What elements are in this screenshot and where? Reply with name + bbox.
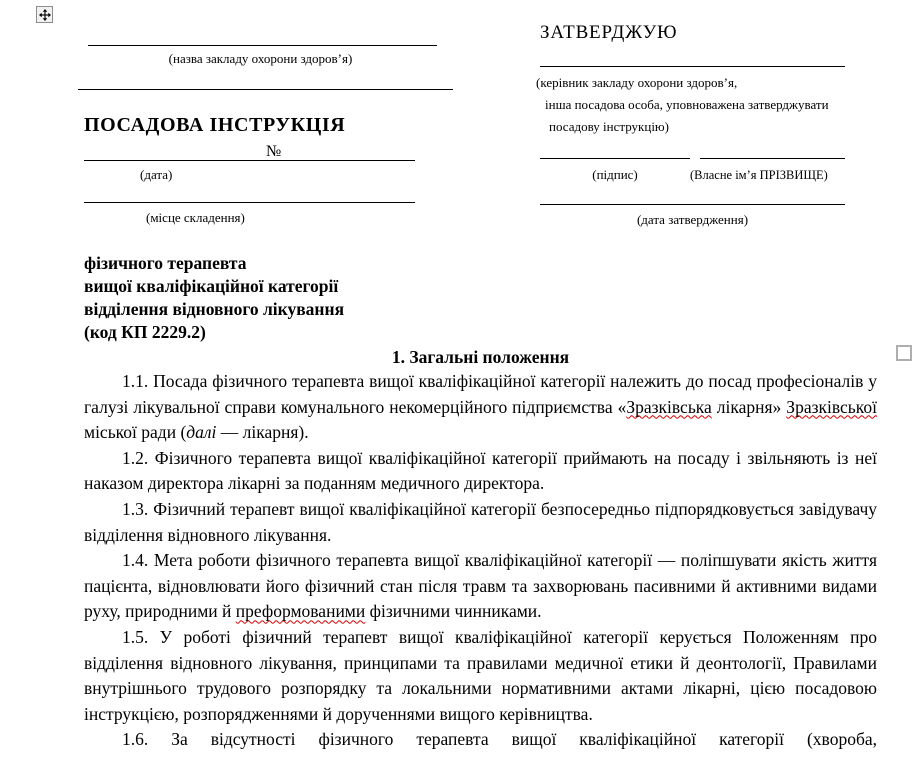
blank-line-facility-name-2	[78, 74, 453, 90]
fullname-caption: (Власне ім’я ПРІЗВИЩЕ)	[690, 168, 828, 182]
text-run: 1.1. Посада фізичного терапевта вищої кваліфікаційної категорії належить до посад професіоналів у галузі лікувальної справи комунального некомерційного підприємства «	[84, 371, 877, 417]
paragraph	[84, 625, 877, 727]
resize-square-handle-icon[interactable]	[896, 345, 912, 361]
blank-line-approver	[540, 50, 845, 67]
spellcheck-flagged-text: преформованими	[235, 601, 366, 622]
section-heading: 1. Загальні положення	[391, 347, 570, 367]
approver-caption-line3: посадову інструкцію)	[549, 119, 669, 134]
number-sign: №	[266, 143, 282, 160]
paragraph	[84, 369, 877, 446]
position-line-3: відділення відновного лікування	[84, 299, 345, 319]
four-direction-arrows-icon	[39, 9, 51, 21]
paragraph	[84, 548, 877, 625]
position-line-1: фізичного терапевта	[84, 253, 247, 273]
approval-date-caption: (дата затвердження)	[636, 212, 749, 227]
text-run: — лікарня).	[216, 422, 309, 443]
place-caption: (місце складення)	[146, 210, 245, 225]
paragraph	[84, 446, 877, 497]
text-run: лікарня»	[711, 396, 787, 417]
date-caption: (дата)	[140, 167, 173, 182]
text-run: 1.2. Фізичного терапевта вищої кваліфікаційної категорії приймають на посаду і звільняють із неї наказом директора лікарні за поданням медичного директора.	[84, 447, 877, 494]
blank-line-signature	[540, 142, 690, 159]
blank-line-facility-name	[88, 30, 437, 46]
approver-caption-line2: інша посадова особа, уповноважена затверджувати	[545, 97, 829, 112]
number-blank-line	[84, 141, 415, 161]
blank-line-place	[84, 187, 415, 203]
document-title: ПОСАДОВА ІНСТРУКЦІЯ	[84, 114, 346, 136]
approver-caption-line1: (керівник закладу охорони здоров’я,	[536, 75, 738, 90]
position-block	[84, 252, 344, 344]
move-handle-icon[interactable]	[36, 6, 53, 23]
signature-caption: (підпис)	[592, 167, 638, 182]
spellcheck-flagged-text: Зразківської	[786, 396, 877, 417]
blank-line-fullname	[700, 142, 845, 159]
text-run: міської ради (	[84, 422, 187, 443]
position-line-2: вищої кваліфікаційної категорії	[84, 276, 339, 296]
approve-label: ЗАТВЕРДЖУЮ	[540, 22, 678, 43]
text-run: 1.3. Фізичний терапевт вищої кваліфікаційної категорії безпосередньо підпорядковується завідувачу відділення відновного лікування.	[84, 498, 877, 545]
text-run: далі	[186, 422, 217, 443]
paragraph	[84, 497, 877, 548]
spellcheck-flagged-text: Зразківська	[626, 396, 712, 417]
blank-line-approval-date	[540, 188, 845, 205]
text-run: фізичними чинниками.	[365, 601, 542, 622]
facility-name-caption: (назва закладу охорони здоров’я)	[168, 51, 353, 66]
position-line-4: (код КП 2229.2)	[84, 322, 206, 342]
paragraph	[84, 727, 877, 753]
text-run: 1.4. Мета роботи фізичного терапевта вищої кваліфікаційної категорії — поліпшувати якість життя пацієнта, відновлювати його фізичний стан після травм та захворювань пасивними й активними видами руху, природними й	[84, 550, 877, 622]
text-run: 1.6. За відсутності фізичного терапевта вищої кваліфікаційної категорії (хвороба,	[122, 729, 877, 750]
text-run: 1.5. У роботі фізичний терапевт вищої кваліфікаційної категорії керується Положенням про відділення відновного лікування, принципами та правилами медичної етики й деонтології, Правилами внутрішнього трудового розпорядку та локальними нормативними актами лікарні, цією посадовою інструкцією, розпорядженнями й дорученнями вищого керівництва.	[84, 626, 877, 724]
body-paragraphs	[84, 369, 877, 753]
